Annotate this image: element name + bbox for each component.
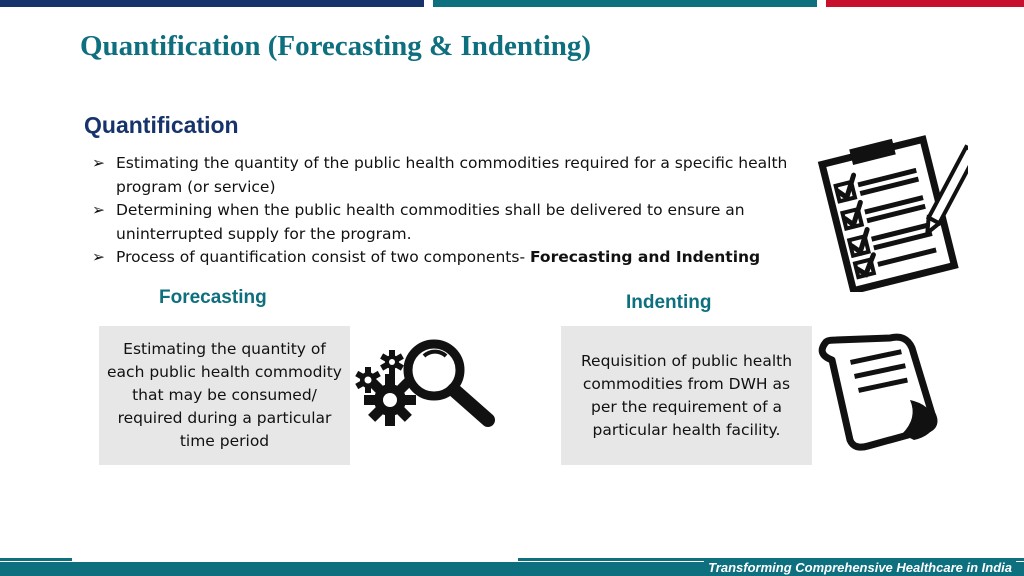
- slide-title: Quantification (Forecasting & Indenting): [80, 30, 591, 62]
- arrow-bullet-icon: ➢: [92, 248, 105, 266]
- footer-gap: [72, 557, 518, 561]
- bullet-item: [92, 199, 792, 246]
- bullet-item: [92, 246, 792, 270]
- bullet-text: Estimating the quantity of the public health commodities required for a specific health program (or service): [116, 154, 788, 196]
- forecasting-box: [99, 326, 350, 465]
- indenting-heading: Indenting: [626, 292, 712, 313]
- footer-tagline: Transforming Comprehensive Healthcare in India: [704, 559, 1016, 576]
- scroll-document-icon: [814, 330, 944, 454]
- checklist-clipboard-icon: [808, 134, 968, 292]
- section-subtitle: Quantification: [84, 112, 239, 138]
- indenting-text: Requisition of public health commodities from DWH as per the requirement of a particular health facility.: [580, 351, 793, 439]
- top-bar-teal: [433, 0, 817, 7]
- bullet-text: Process of quantification consist of two components-: [116, 248, 530, 266]
- top-bar-red: [826, 0, 1024, 7]
- forecasting-heading: Forecasting: [159, 287, 267, 308]
- bullet-item: [92, 152, 792, 199]
- arrow-bullet-icon: ➢: [92, 201, 105, 219]
- top-bar-navy: [0, 0, 424, 7]
- indenting-box: [561, 326, 812, 465]
- bullet-text: Determining when the public health commodities shall be delivered to ensure an uninterrupted supply for the program.: [116, 201, 745, 243]
- gears-magnifier-icon: [354, 334, 496, 438]
- bullet-bold-text: Forecasting and Indenting: [529, 248, 761, 266]
- forecasting-text: Estimating the quantity of each public health commodity that may be consumed/ required during a particular time period: [107, 340, 342, 450]
- bullet-list: [92, 152, 792, 270]
- arrow-bullet-icon: ➢: [92, 154, 105, 172]
